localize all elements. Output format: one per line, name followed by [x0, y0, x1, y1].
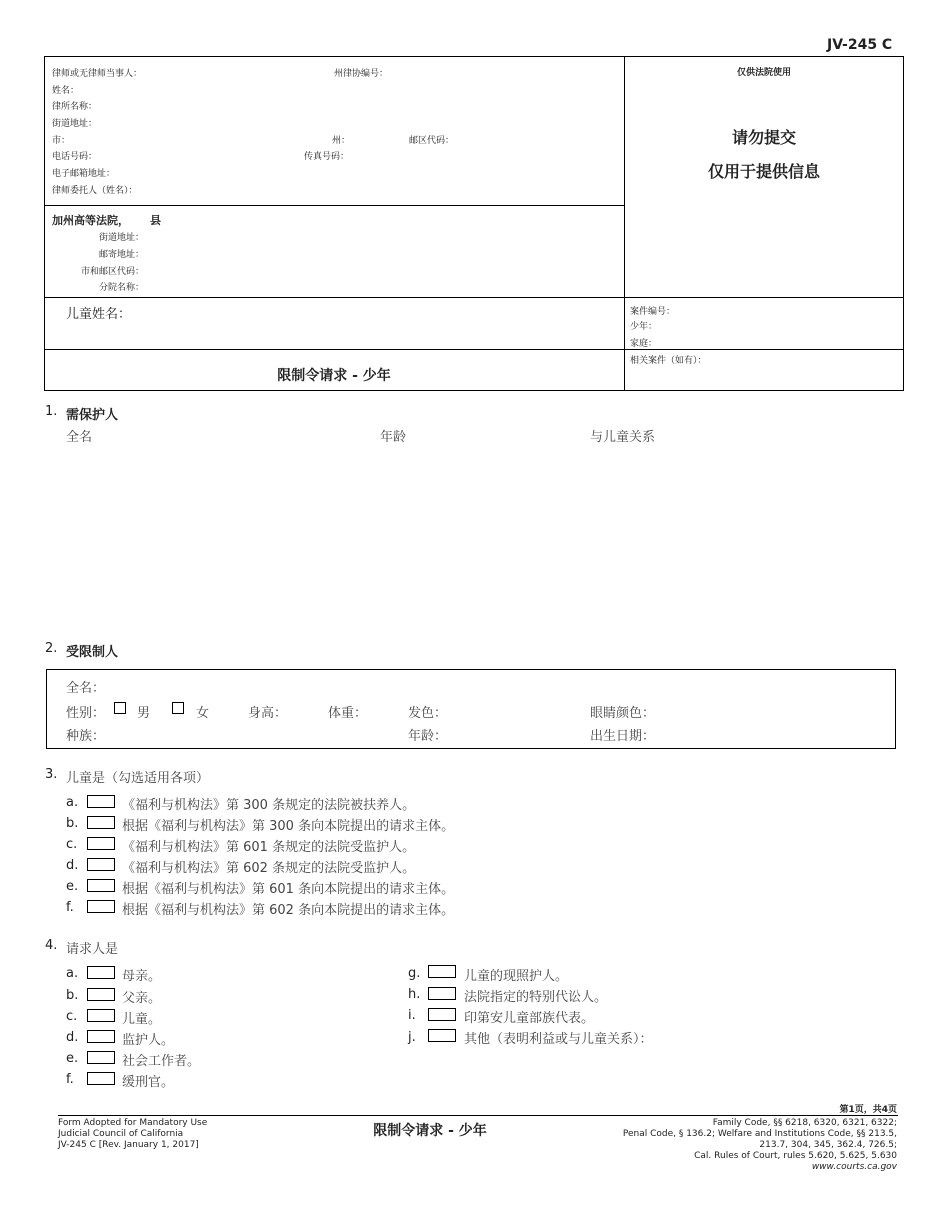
s4-text: 监护人。 — [122, 1033, 175, 1048]
court-branch-label: 分院名称： — [98, 283, 144, 293]
s3-text: 根据《福利与机构法》第 602 条向本院提出的请求主体。 — [122, 903, 455, 918]
s4-checkbox[interactable] — [87, 988, 115, 1001]
rp-sex-label: 性别： — [66, 706, 106, 721]
s3-text: 《福利与机构法》第 601 条规定的法院受监护人。 — [122, 840, 416, 855]
rp-weight-label: 体重： — [328, 706, 368, 721]
s3-checkbox[interactable] — [87, 837, 115, 850]
s4-letter: e. — [66, 1051, 79, 1066]
s4-checkbox[interactable] — [428, 987, 456, 1000]
footer-codes-4: Cal. Rules of Court, rules 5.620, 5.625, 5.630 — [694, 1151, 897, 1161]
s4-letter: h. — [408, 987, 421, 1002]
caption-divider — [624, 56, 625, 391]
s4-checkbox[interactable] — [87, 1009, 115, 1022]
court-mailing-label: 邮寄地址： — [98, 250, 144, 260]
section3-title: 儿童是（勾选适用各项） — [66, 771, 210, 786]
s4-text: 印第安儿童部族代表。 — [464, 1011, 595, 1026]
caption-rule-2 — [44, 297, 904, 298]
rp-hair-label: 发色： — [408, 706, 448, 721]
rp-age-label: 年龄： — [408, 729, 448, 744]
s4-letter: f. — [66, 1072, 74, 1087]
s3-text: 《福利与机构法》第 300 条规定的法院被扶养人。 — [122, 798, 416, 813]
rp-eyes-label: 眼睛颜色： — [590, 706, 656, 721]
rp-male-label: 男 — [137, 706, 151, 721]
footer-rule — [58, 1115, 898, 1116]
section3-number: 3. — [45, 767, 58, 782]
footer-codes-1: Family Code, §§ 6218, 6320, 6321, 6322; — [712, 1118, 897, 1128]
s4-letter: c. — [66, 1009, 78, 1024]
rp-female-label: 女 — [196, 706, 210, 721]
footer-website[interactable]: www.courts.ca.gov — [811, 1162, 897, 1172]
city-label: 市： — [52, 136, 71, 146]
s4-text: 儿童的现照护人。 — [464, 969, 569, 984]
s3-checkbox[interactable] — [87, 795, 115, 808]
s3-letter: c. — [66, 837, 78, 852]
s4-text: 父亲。 — [122, 991, 162, 1006]
footer-adopted-1: Form Adopted for Mandatory Use — [58, 1118, 208, 1128]
form-title: 限制令请求 - 少年 — [277, 368, 391, 384]
do-not-file: 请勿提交 — [731, 128, 796, 147]
juvenile-label: 少年： — [630, 322, 658, 332]
caption-rule-3 — [44, 349, 904, 350]
family-label: 家庭： — [630, 339, 658, 349]
attorney-label: 律师或无律师当事人： — [52, 69, 143, 79]
rp-male-checkbox[interactable] — [114, 702, 126, 714]
s3-checkbox[interactable] — [87, 879, 115, 892]
case-number-label: 案件编号： — [630, 307, 676, 317]
section2-number: 2. — [45, 641, 58, 656]
court-street-label: 街道地址： — [98, 233, 144, 243]
court-city-zip-label: 市和邮区代码： — [80, 267, 144, 277]
court-use-header: 仅供法院使用 — [736, 68, 791, 78]
footer-codes-2: Penal Code, § 136.2; Welfare and Institutions Code, §§ 213.5, — [622, 1129, 897, 1139]
s4-checkbox[interactable] — [428, 1029, 456, 1042]
s4-text: 儿童。 — [122, 1012, 162, 1027]
section1-col-age: 年龄 — [380, 430, 407, 445]
s4-letter: d. — [66, 1030, 79, 1045]
s3-checkbox[interactable] — [87, 816, 115, 829]
s4-checkbox[interactable] — [87, 1051, 115, 1064]
form-id: JV-245 C — [827, 37, 893, 53]
s4-text: 缓刑官。 — [122, 1075, 175, 1090]
s4-text: 母亲。 — [122, 969, 162, 984]
s3-letter: b. — [66, 816, 79, 831]
s3-letter: e. — [66, 879, 79, 894]
s3-text: 根据《福利与机构法》第 300 条向本院提出的请求主体。 — [122, 819, 455, 834]
s4-letter: j. — [408, 1030, 416, 1045]
s4-text: 其他（表明利益或与儿童关系）： — [464, 1032, 653, 1047]
s4-text: 社会工作者。 — [122, 1054, 201, 1069]
s4-text: 法院指定的特别代讼人。 — [464, 990, 608, 1005]
name-label: 姓名： — [52, 86, 80, 96]
s4-letter: g. — [408, 966, 421, 981]
rp-full-name-label: 全名： — [66, 681, 106, 696]
zip-label: 邮区代码： — [409, 136, 455, 146]
footer-title: 限制令请求 - 少年 — [373, 1123, 487, 1139]
s4-checkbox[interactable] — [87, 966, 115, 979]
s3-text: 根据《福利与机构法》第 601 条向本院提出的请求主体。 — [122, 882, 455, 897]
caption-box — [44, 56, 904, 391]
s4-letter: b. — [66, 988, 79, 1003]
s3-text: 《福利与机构法》第 602 条规定的法院受监护人。 — [122, 861, 416, 876]
s4-checkbox[interactable] — [87, 1072, 115, 1085]
related-cases-label: 相关案件（如有）： — [630, 356, 707, 366]
s4-checkbox[interactable] — [428, 1008, 456, 1021]
page-number: 第1页，共4页 — [839, 1105, 897, 1115]
firm-label: 律所名称： — [52, 102, 98, 112]
section1-col-relation: 与儿童关系 — [590, 430, 656, 445]
section4-number: 4. — [45, 938, 58, 953]
s3-letter: f. — [66, 900, 74, 915]
s4-checkbox[interactable] — [87, 1030, 115, 1043]
s3-letter: d. — [66, 858, 79, 873]
attorney-for-label: 律师委托人（姓名）： — [52, 186, 138, 196]
fax-label: 传真号码： — [304, 152, 350, 162]
state-bar-label: 州律协编号： — [334, 69, 389, 79]
court-county: 县 — [150, 214, 161, 227]
section1-title: 需保护人 — [66, 408, 119, 423]
s3-checkbox[interactable] — [87, 858, 115, 871]
rp-female-checkbox[interactable] — [172, 702, 184, 714]
section1-number: 1. — [45, 404, 58, 419]
section2-title: 受限制人 — [66, 645, 119, 660]
info-only: 仅用于提供信息 — [707, 162, 820, 181]
s4-letter: i. — [408, 1008, 416, 1023]
section1-col-name: 全名 — [66, 430, 93, 445]
rp-height-label: 身高： — [248, 706, 288, 721]
email-label: 电子邮箱地址： — [52, 169, 116, 179]
footer-codes-3: 213.7, 304, 345, 362.4, 726.5; — [759, 1140, 897, 1150]
s4-letter: a. — [66, 966, 79, 981]
s3-checkbox[interactable] — [87, 900, 115, 913]
phone-label: 电话号码： — [52, 152, 98, 162]
footer-adopted-2: Judicial Council of California — [58, 1129, 184, 1139]
s4-checkbox[interactable] — [428, 965, 456, 978]
rp-dob-label: 出生日期： — [590, 729, 656, 744]
rp-race-label: 种族： — [66, 729, 106, 744]
street-label: 街道地址： — [52, 119, 98, 129]
state-label: 州： — [332, 136, 351, 146]
caption-rule-1 — [44, 205, 624, 206]
footer-form-rev: JV-245 C [Rev. January 1, 2017] — [58, 1140, 199, 1150]
s3-letter: a. — [66, 795, 79, 810]
section4-title: 请求人是 — [66, 942, 119, 957]
court-title: 加州高等法院， — [52, 214, 129, 227]
child-name-label: 儿童姓名： — [66, 307, 132, 322]
